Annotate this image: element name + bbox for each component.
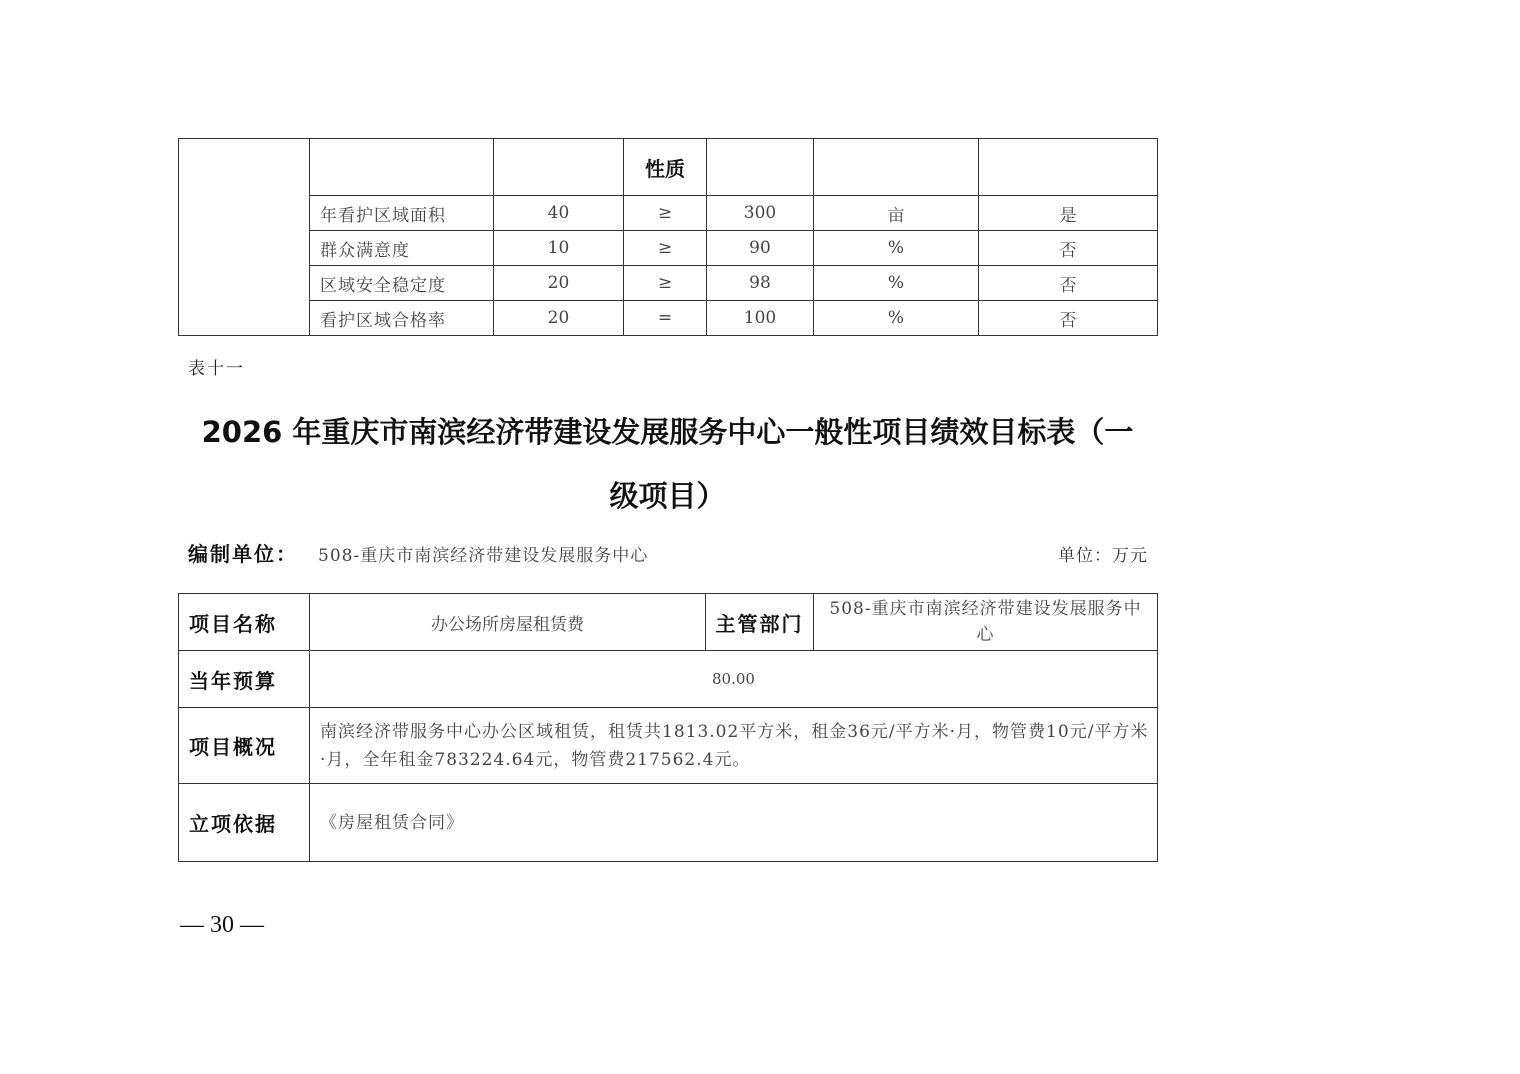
table-row	[179, 301, 1158, 336]
indicator-unit: 亩	[814, 196, 979, 231]
dept-value: 508-重庆市南滨经济带建设发展服务中心	[814, 594, 1158, 651]
table-row	[179, 231, 1158, 266]
indicator-flag: 否	[979, 301, 1158, 336]
top-indicator-table	[178, 138, 1158, 336]
table-row	[179, 708, 1158, 784]
indicator-name: 年看护区域面积	[310, 196, 494, 231]
indicator-value: 100	[707, 301, 814, 336]
table-row	[179, 784, 1158, 862]
budget-value: 80.00	[310, 651, 1158, 708]
table-row	[179, 651, 1158, 708]
table-number: 表十一	[188, 359, 245, 379]
indicator-value: 300	[707, 196, 814, 231]
indicator-name: 看护区域合格率	[310, 301, 494, 336]
indicator-unit: %	[814, 301, 979, 336]
basis-value: 《房屋租赁合同》	[310, 784, 1158, 862]
document-title	[178, 400, 1157, 528]
indicator-unit: %	[814, 266, 979, 301]
money-unit: 单位：万元	[1058, 546, 1148, 566]
indicator-operator: =	[624, 301, 707, 336]
compile-unit-row	[188, 538, 1148, 566]
project-name-label: 项目名称	[179, 594, 310, 651]
page-number: — 30 —	[180, 912, 264, 938]
indicator-name: 区域安全稳定度	[310, 266, 494, 301]
indicator-unit: %	[814, 231, 979, 266]
indicator-operator: ≥	[624, 266, 707, 301]
project-table	[178, 593, 1158, 862]
indicator-weight: 20	[494, 301, 624, 336]
overview-value: 南滨经济带服务中心办公区域租赁，租赁共1813.02平方米，租金36元/平方米·月，物管费10元/平方米·月，全年租金783224.64元，物管费217562.4元。	[310, 708, 1158, 784]
indicator-weight: 20	[494, 266, 624, 301]
table-row	[179, 594, 1158, 651]
indicator-weight: 10	[494, 231, 624, 266]
compile-unit-value: 508-重庆市南滨经济带建设发展服务中心	[318, 546, 649, 566]
compile-unit-label: 编制单位：	[188, 542, 298, 566]
title-line-2: 级项目）	[609, 479, 726, 513]
indicator-weight: 40	[494, 196, 624, 231]
indicator-operator: ≥	[624, 196, 707, 231]
overview-label: 项目概况	[179, 708, 310, 784]
dept-label: 主管部门	[706, 594, 814, 651]
table-row	[179, 196, 1158, 231]
indicator-flag: 否	[979, 231, 1158, 266]
indicator-name: 群众满意度	[310, 231, 494, 266]
table-row	[179, 139, 1158, 196]
indicator-flag: 否	[979, 266, 1158, 301]
indicator-value: 98	[707, 266, 814, 301]
title-line-1: 2026 年重庆市南滨经济带建设发展服务中心一般性项目绩效目标表（一	[201, 415, 1134, 449]
indicator-operator: ≥	[624, 231, 707, 266]
table-row	[179, 266, 1158, 301]
merged-cell	[179, 139, 310, 336]
indicator-value: 90	[707, 231, 814, 266]
indicator-flag: 是	[979, 196, 1158, 231]
project-name-value: 办公场所房屋租赁费	[310, 594, 706, 651]
basis-label: 立项依据	[179, 784, 310, 862]
budget-label: 当年预算	[179, 651, 310, 708]
header-nature: 性质	[645, 156, 685, 181]
